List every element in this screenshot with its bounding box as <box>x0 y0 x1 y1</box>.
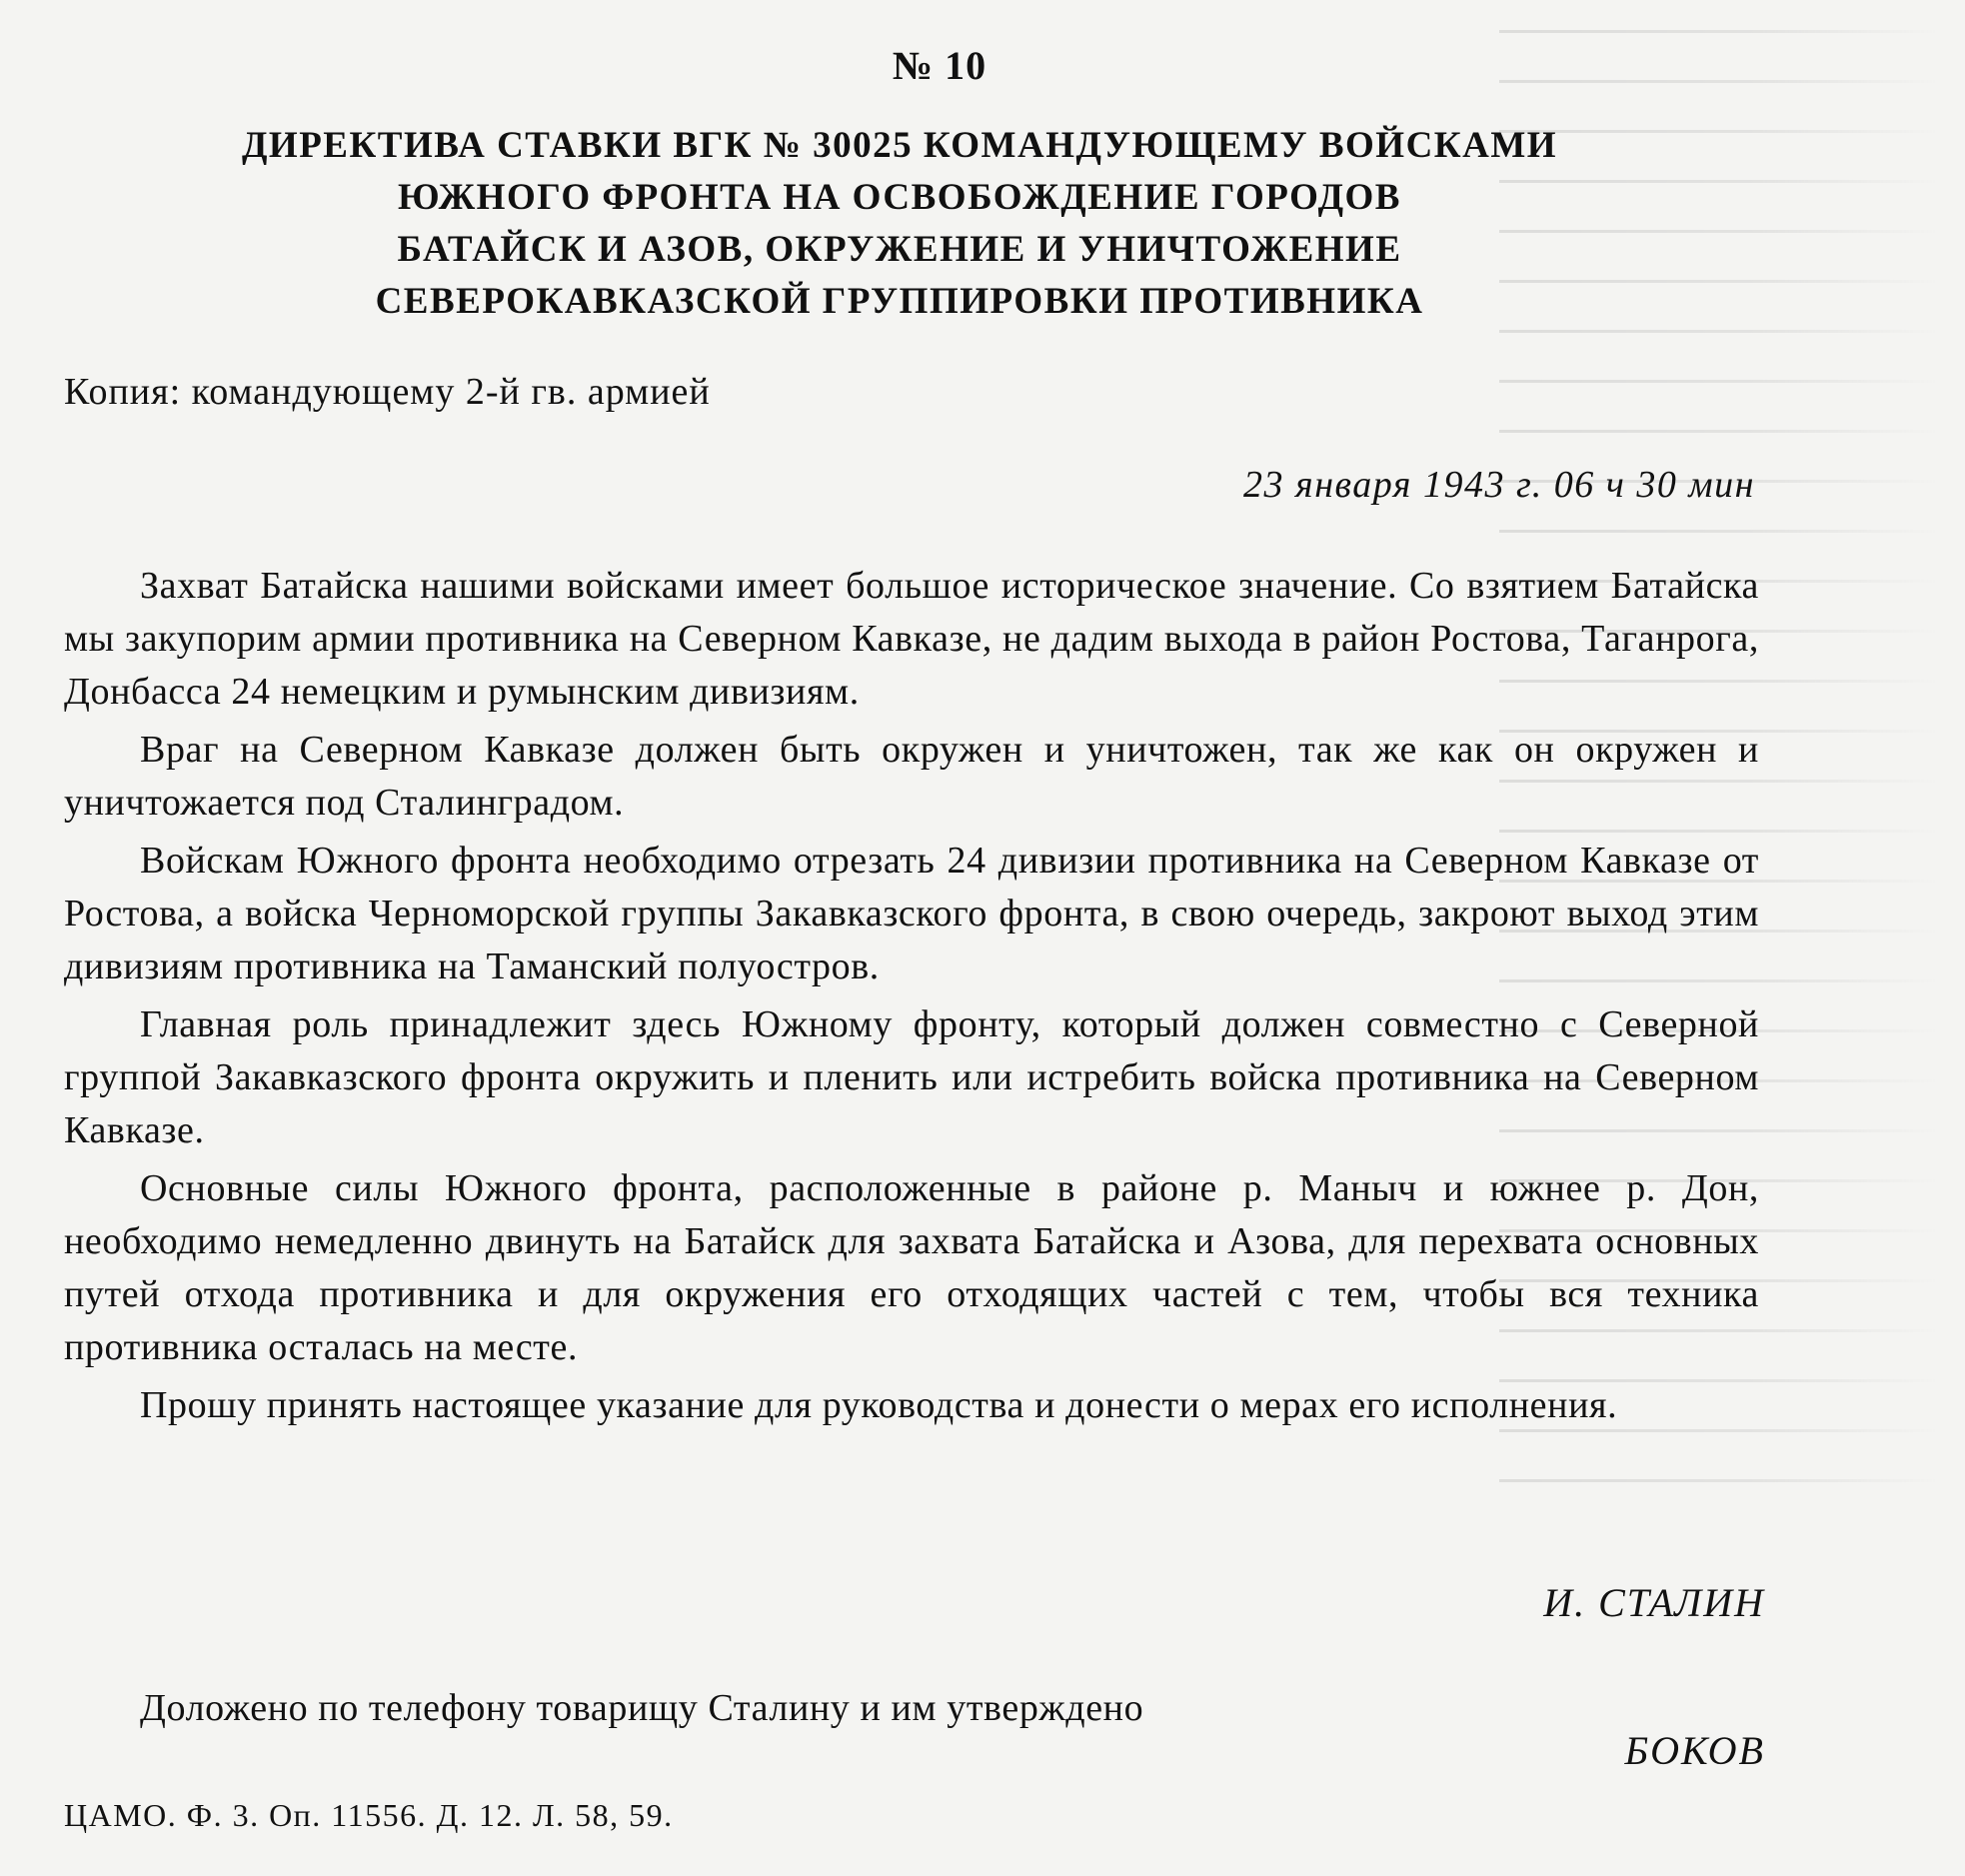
title-line: БАТАЙСК И АЗОВ, ОКРУЖЕНИЕ И УНИЧТОЖЕНИЕ <box>397 229 1402 270</box>
body-paragraph: Главная роль принадлежит здесь Южному фронту, который должен совместно с Северной группой Закавказского фронта окружить и пленить или истребить войска противника на Северном Кавказе. <box>64 1003 1759 1151</box>
body-paragraph: Прошу принять настоящее указание для руководства и донести о мерах его исполнения. <box>140 1384 1618 1426</box>
directive-body <box>64 560 1759 1437</box>
signature-stalin: И. СТАЛИН <box>1543 1580 1765 1625</box>
signature-bokov: БОКОВ <box>1624 1728 1765 1773</box>
body-paragraph: Войскам Южного фронта необходимо отрезать 24 дивизии противника на Северном Кавказе от Ростова, а войска Черноморской группы Закавказского фронта, в свою очередь, закроют выход этим дивизиям противника на Таманский полуостров. <box>64 840 1759 987</box>
document-date: 23 января 1943 г. 06 ч 30 мин <box>1243 464 1755 506</box>
title-line: СЕВЕРОКАВКАЗСКОЙ ГРУППИРОВКИ ПРОТИВНИКА <box>375 281 1424 322</box>
body-paragraph: Враг на Северном Кавказе должен быть окружен и уничтожен, так же как он окружен и уничтожается под Сталинградом. <box>64 729 1759 824</box>
reported-by-phone-note: Доложено по телефону товарищу Сталину и им утверждено <box>140 1687 1144 1729</box>
title-line: ЮЖНОГО ФРОНТА НА ОСВОБОЖДЕНИЕ ГОРОДОВ <box>398 177 1401 218</box>
archive-reference: ЦАМО. Ф. 3. Оп. 11556. Д. 12. Л. 58, 59. <box>64 1797 674 1833</box>
document-number: № 10 <box>892 43 987 88</box>
body-paragraph: Захват Батайска нашими войсками имеет большое историческое значение. Со взятием Батайска мы закупорим армии противника на Северном Кавказе, не дадим выхода в район Ростова, Таганрога, Донбасса 24 немецким и румынским дивизиям. <box>64 565 1759 713</box>
body-paragraph: Основные силы Южного фронта, расположенные в районе р. Маныч и южнее р. Дон, необходимо немедленно двинуть на Батайск для захвата Батайска и Азова, для перехвата основных путей отхода противника и для окружения его отходящих частей с тем, чтобы вся техника противника осталась на месте. <box>64 1167 1759 1368</box>
copy-recipient: Копия: командующему 2-й гв. армией <box>64 371 711 413</box>
title-line: ДИРЕКТИВА СТАВКИ ВГК № 30025 КОМАНДУЮЩЕМУ ВОЙСКАМИ <box>241 125 1558 166</box>
document-title <box>100 120 1699 328</box>
